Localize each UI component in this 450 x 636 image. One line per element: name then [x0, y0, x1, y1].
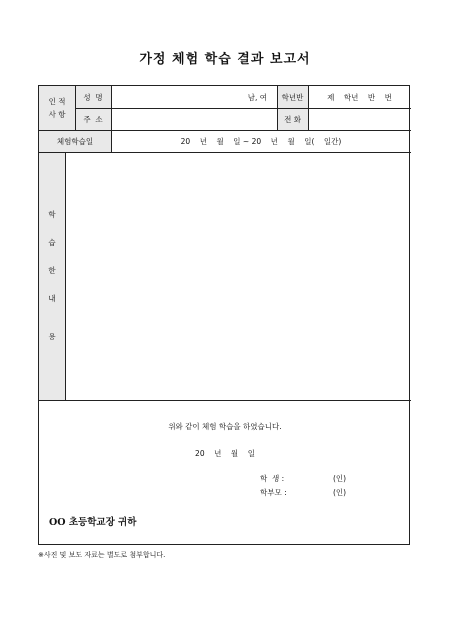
parent-seal: (인) [333, 488, 347, 497]
address-label: 주 소 [83, 114, 103, 124]
content-area[interactable] [66, 153, 411, 400]
phone-field[interactable] [308, 108, 411, 130]
footnote: ※사진 및 보도 자료는 별도로 첨부합니다. [38, 551, 166, 559]
personal-label-line-2: 사 항 [48, 110, 66, 119]
phone-label: 전 화 [284, 114, 301, 124]
report-form [38, 85, 410, 545]
period-value[interactable]: 20 년 월 일 ~ 20 년 월 일( 일간) [180, 136, 342, 146]
content-label-char: 내 [48, 294, 56, 303]
student-seal: (인) [333, 474, 347, 483]
grade-label: 학년반 [281, 92, 304, 102]
student-label: 학 생 : [260, 474, 285, 483]
content-label [39, 152, 65, 400]
closing-statement: 위와 같이 체험 학습을 하였습니다. [168, 422, 282, 431]
grade-value[interactable]: 제 학년 반 번 [327, 92, 392, 102]
content-label-char: 용 [48, 332, 56, 341]
closing-date: 20 년 월 일 [195, 449, 255, 458]
content-label-char: 습 [48, 238, 56, 247]
name-label: 성 명 [83, 92, 103, 102]
document-title: 가정 체험 학습 결과 보고서 [139, 52, 311, 67]
address-field[interactable] [111, 108, 277, 130]
period-label: 체험학습일 [56, 136, 94, 146]
parent-label: 학부모 : [260, 488, 287, 497]
principal-addressee: OO 초등학교장 귀하 [49, 517, 137, 528]
name-field[interactable] [111, 86, 277, 108]
gender-text: 남, 여 [247, 92, 267, 102]
content-label-char: 한 [48, 266, 56, 275]
content-label-char: 학 [48, 210, 56, 219]
row-divider-4 [39, 400, 411, 401]
personal-label-line-1: 인 적 [48, 97, 66, 106]
personal-section-label [39, 86, 75, 130]
